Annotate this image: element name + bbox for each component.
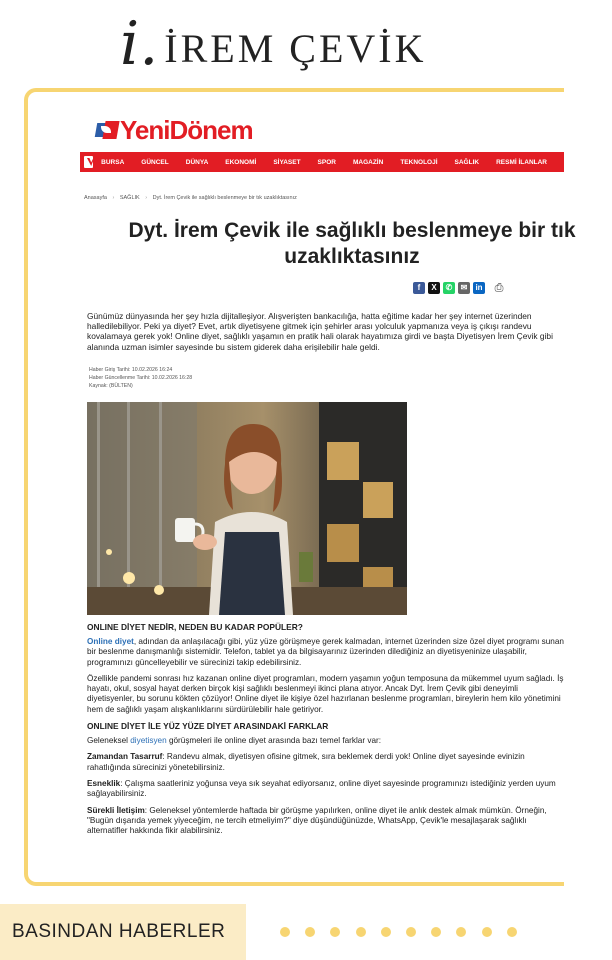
section-heading-1: ONLINE DİYET NEDİR, NEDEN BU KADAR POPÜLER? [87, 622, 303, 632]
article-headline [92, 218, 612, 270]
article-lede: Günümüz dünyasında her şey hızla dijitalleşiyor. Alışverişten bankacılığa, hatta eğitime kadar her şey internet üzerinden halledilebiliyor. Peki ya diyet? Evet, artık diyetisyene gitmek için şehirler arası yolculuk yapmanıza veya iş çıkışı randevu kovalamaya gerek yok! Online diyet, sağlıklı yaşamın en pratik hali olarak hayatımıza girdi ve başta Diyetisyen İrem Çevik gibi alanında uzman isimler sayesinde bu sistem giderek daha erişilebilir hale geldi. [87, 311, 553, 352]
paragraph-5-term: Esneklik [87, 778, 121, 788]
dot-icon [305, 927, 315, 937]
logo-text-2: Dönem [169, 114, 253, 145]
paragraph-4-term: Zamandan Tasarruf [87, 752, 163, 762]
newspaper-flag-icon [96, 119, 118, 141]
dot-icon [330, 927, 340, 937]
nav-item-spor[interactable]: SPOR [317, 158, 336, 166]
decorative-dots [280, 927, 517, 937]
article-photo [87, 402, 407, 615]
chevron-right-icon: › [145, 195, 148, 201]
paragraph-4-text: : Randevu almak, diyetisyen ofisine gitmek, sıra beklemek derdi yok! Online diyet sayesinde evinizin rahatlığında sürecinizi yönetebilirsiniz. [87, 752, 525, 772]
headline-line-2: uzaklıktasınız [284, 245, 420, 268]
home-icon[interactable] [84, 156, 93, 168]
nav-item-siyaset[interactable]: SİYASET [273, 158, 301, 166]
created-date: Haber Giriş Tarihi: 10.02.2026 16:24 [89, 367, 173, 373]
article-meta [89, 367, 192, 390]
paragraph-3-pre: Geleneksel [87, 736, 131, 746]
brand-name: İREM ÇEVİK [164, 25, 427, 71]
nav-item-teknoloji[interactable]: TEKNOLOJİ [400, 158, 438, 166]
newspaper-article [52, 92, 576, 882]
facebook-icon[interactable]: f [413, 282, 425, 294]
whatsapp-icon[interactable]: ✆ [443, 282, 455, 294]
breadcrumb-home[interactable]: Anasayfa [84, 195, 107, 201]
section-heading-2: ONLINE DİYET İLE YÜZ YÜZE DİYET ARASINDAKİ FARKLAR [87, 721, 329, 732]
paragraph-4 [87, 752, 567, 773]
nav-item-dunya[interactable]: DÜNYA [185, 158, 209, 166]
dot-icon [456, 927, 466, 937]
diyetisyen-link[interactable]: diyetisyen [130, 736, 167, 746]
dot-icon [381, 927, 391, 937]
linkedin-icon[interactable]: in [473, 282, 485, 294]
dot-icon [507, 927, 517, 937]
paragraph-6 [87, 806, 567, 837]
paragraph-1-text: , adından da anlaşılacağı gibi, yüz yüze görüşmeye gerek kalmadan, internet üzerinden size özel diyet programı sunan bir beslenme danışmanlığı sistemidir. Telefon, tablet ya da bilgisayarınız üzerinden dilediğiniz an diyetisyeninize ulaşabilir, programınızı güncelleyebilir ve sürecinizi takip edebilirsiniz. [87, 637, 564, 667]
nav-item-guncel[interactable]: GÜNCEL [141, 158, 169, 166]
logo-text-1: Yeni [120, 114, 170, 145]
chevron-right-icon: › [112, 195, 115, 201]
breadcrumb-current: Dyt. İrem Çevik ile sağlıklı beslenmeye bir tık uzaklıktasınız [152, 195, 297, 201]
paragraph-2: Özellikle pandemi sonrası hız kazanan online diyet programları, modern yaşamın yoğun temposuna da mükemmel uyum sağladı. İş hayatı, okul, sosyal hayat derken birçok kişi sağlıklı beslenmeyi ikinci plana atıyor. Ancak Dyt. İrem Çevik gibi deneyimli diyetisyenler, bu sorunu kökten çözüyor! Online diyet ile kişiye özel hazırlanan beslenme programları, bireylerin hem kilo yönetimini hem de sağlıklı yaşam alışkanlıklarını sürdürülebilir hale getiriyor. [87, 673, 564, 714]
footer-tag-label: BASINDAN HABERLER [12, 921, 226, 942]
breadcrumb [84, 195, 301, 201]
print-icon[interactable]: ⎙ [494, 281, 504, 294]
share-buttons [413, 282, 506, 294]
breadcrumb-category[interactable]: SAĞLIK [119, 195, 140, 201]
updated-date: Haber Güncellenme Tarihi: 10.02.2026 16:28 [89, 374, 193, 381]
paragraph-3-post: görüşmeleri ile online diyet arasında bazı temel farklar var: [166, 736, 382, 746]
paragraph-5 [87, 779, 567, 800]
main-navigation [80, 152, 564, 172]
paragraph-6-text: : Geleneksel yöntemlerde haftada bir görüşme yapılırken, online diyet ile anlık destek almak mümkün. Örneğin, "Bugün dışarıda yemek yiyeceğim, ne tercih etmeliyim?" diye düşündüğünüzde, WhatsApp, Çevik'le mesajlaşarak sağlıklı alternatifler hakkında fikir alabilirsiniz. [87, 805, 547, 836]
dot-icon [280, 927, 290, 937]
nav-item-ekonomi[interactable]: EKONOMİ [225, 158, 257, 166]
paragraph-6-term: Sürekli İletişim [87, 805, 145, 815]
x-icon[interactable]: X [428, 282, 440, 294]
dot-icon [356, 927, 366, 937]
brand-monogram: i. [120, 9, 159, 79]
mail-icon[interactable]: ✉ [458, 282, 470, 294]
dot-icon [482, 927, 492, 937]
nav-item-bursa[interactable]: BURSA [101, 158, 125, 166]
paragraph-1 [87, 637, 567, 668]
newspaper-logo[interactable] [96, 114, 253, 146]
online-diyet-link[interactable]: Online diyet [87, 637, 134, 646]
nav-item-magazin[interactable]: MAGAZİN [352, 158, 384, 166]
article-frame [24, 88, 576, 886]
photo-illustration [87, 402, 407, 615]
dot-icon [431, 927, 441, 937]
headline-line-1: Dyt. İrem Çevik ile sağlıklı beslenmeye bir tık [128, 219, 576, 242]
paragraph-5-text: : Çalışma saatleriniz yoğunsa veya sık seyahat ediyorsanız, online diyet sayesinde programınızı istediğiniz yerden uyum sağlayabilirsiniz. [87, 778, 556, 799]
article-body [87, 622, 567, 842]
dot-icon [406, 927, 416, 937]
paragraph-3 [87, 736, 567, 746]
nav-item-resmi-ilanlar[interactable]: RESMİ İLANLAR [496, 158, 547, 166]
nav-item-saglik[interactable]: SAĞLIK [454, 158, 480, 166]
footer-tag [0, 904, 246, 960]
brand-logo [120, 8, 426, 80]
source: Kaynak: (BÜLTEN) [89, 382, 133, 389]
